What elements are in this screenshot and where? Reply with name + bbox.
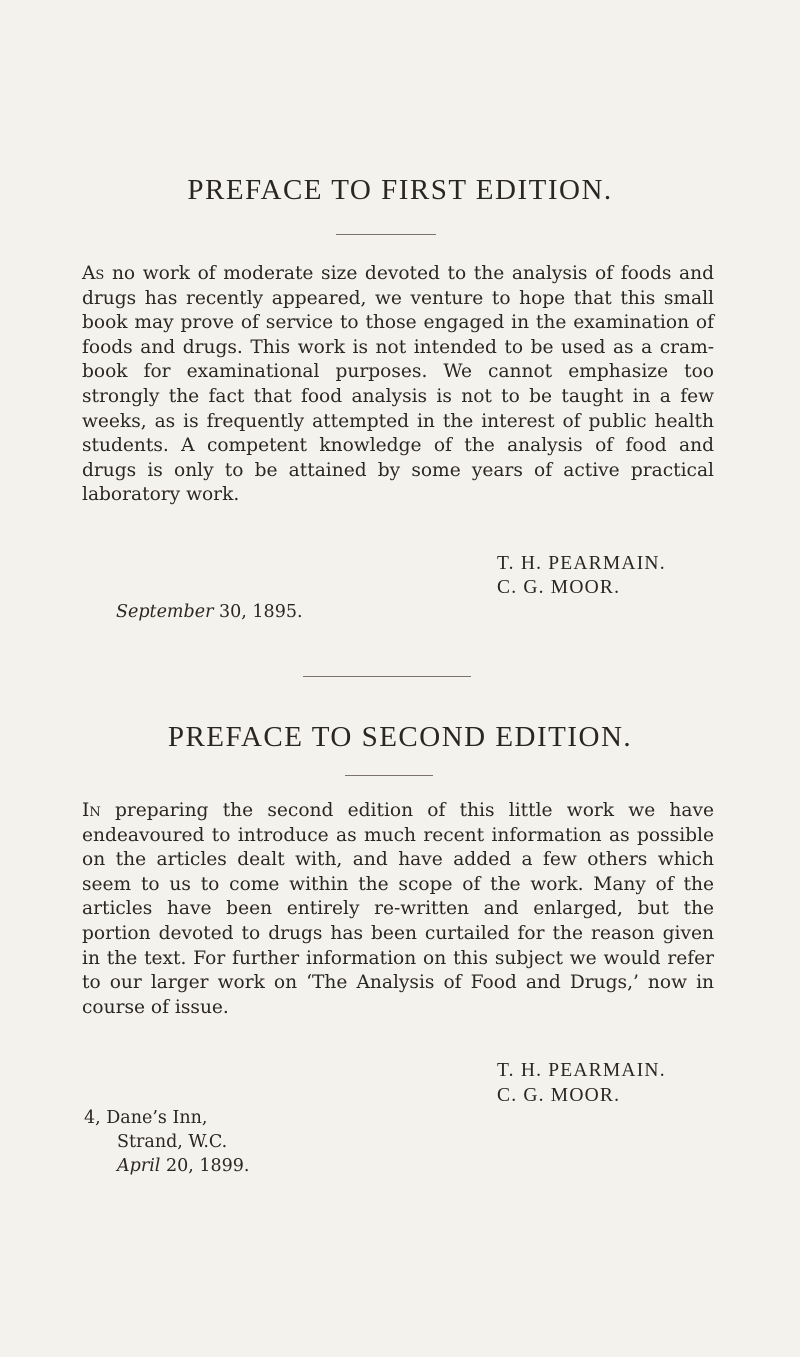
first-preface-paragraph xyxy=(82,262,714,508)
signature-moor: C. G. MOOR. xyxy=(497,1085,621,1106)
date-month: September xyxy=(116,602,214,622)
address-line-1: 4, Dane’s Inn, xyxy=(84,1108,208,1128)
paragraph-text: no work of moderate size devoted to the analysis of foods and drugs has recently appeared, we venture to hope that this small book may prove of service to those engaged in the examination of foods and drugs. This work is not intended to be used as a cram-book for examinational purposes. We cannot emphasize too strongly the fact that food analysis is not to be taught in a few weeks, as is frequently attempted in the interest of public health students. A competent knowledge of the analysis of food and drugs is only to be attained by some years of active practical laboratory work. xyxy=(82,263,714,506)
second-preface-title: PREFACE TO SECOND EDITION. xyxy=(167,721,633,753)
date-rest: 30, 1895. xyxy=(213,602,303,622)
title-rule xyxy=(336,234,436,235)
section-divider xyxy=(303,676,471,677)
paragraph-lead-word: As xyxy=(82,263,105,284)
first-preface-date xyxy=(116,602,303,622)
signature-pearmain: T. H. PEARMAIN. xyxy=(497,1060,666,1081)
title-rule xyxy=(345,775,433,776)
second-preface-paragraph xyxy=(82,799,714,1020)
address-line-2: Strand, W.C. xyxy=(117,1132,228,1152)
date-rest: 20, 1899. xyxy=(160,1156,250,1176)
paragraph-text: preparing the second edition of this little work we have endeavoured to introduce as much recent information as possible on the articles dealt with, and have added a few others which seem to us to come within the scope of the work. Many of the articles have been entirely re-written and enlarged, but the portion devoted to drugs has been curtailed for the reason given in the text. For further information on this subject we would refer to our larger work on ‘The Analysis of Food and Drugs,’ now in course of issue. xyxy=(82,800,714,1018)
first-preface-title: PREFACE TO FIRST EDITION. xyxy=(187,174,613,206)
signature-pearmain: T. H. PEARMAIN. xyxy=(497,553,666,574)
date-month: April xyxy=(117,1156,161,1176)
second-preface-date xyxy=(117,1156,249,1176)
paragraph-lead-word: In xyxy=(82,800,101,821)
signature-moor: C. G. MOOR. xyxy=(497,577,621,598)
